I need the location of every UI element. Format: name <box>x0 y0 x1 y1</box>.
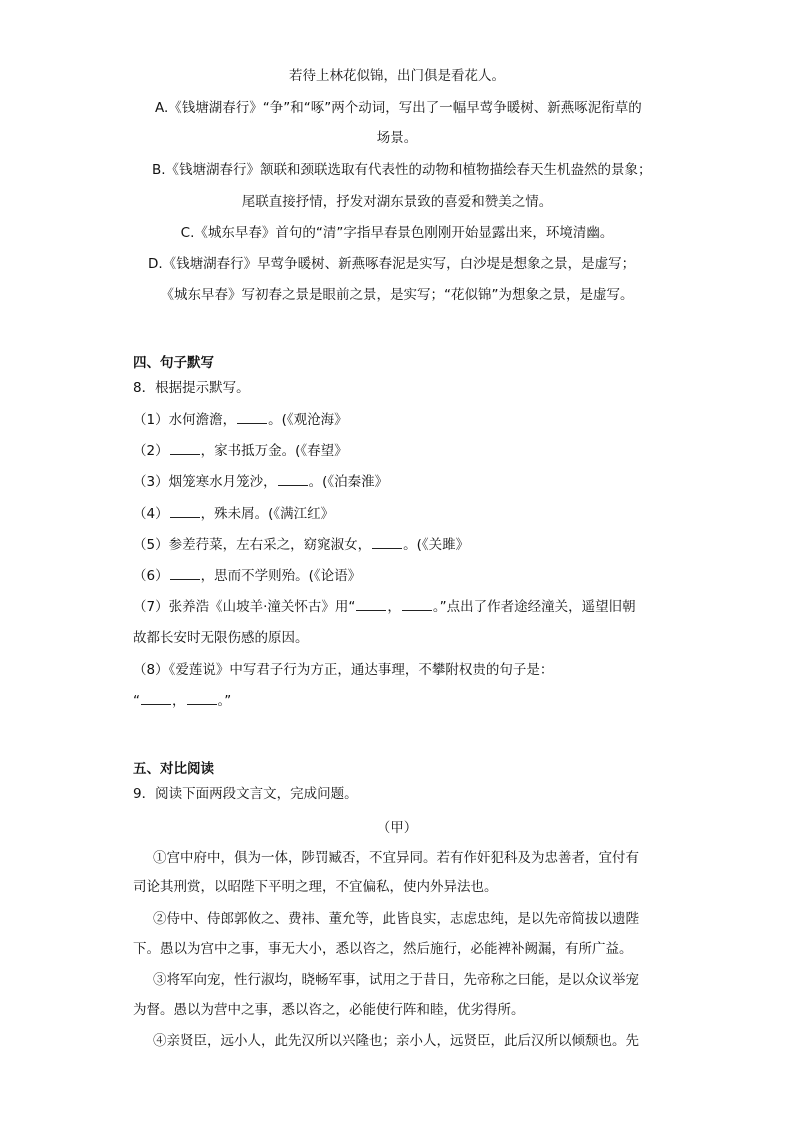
option-b-line2: 尾联直接抒情，抒发对湖东景致的喜爱和赞美之情。 <box>241 194 553 210</box>
fill-item-3-pre: （3）烟笼寒水月笼沙， <box>133 474 277 490</box>
passage-jia-label: （甲） <box>376 820 418 836</box>
passage-line: 司论其刑赏，以昭陛下平明之理，不宜偏私，使内外异法也。 <box>133 879 498 895</box>
answer-blank[interactable] <box>170 505 200 518</box>
fill-item-8-line2 <box>133 691 231 711</box>
section5-heading: 五、对比阅读 <box>133 761 214 777</box>
option-a-line1: A.《钱塘湖春行》“争”和“啄”两个动词，写出了一幅早莺争暖树、新燕啄泥衔草的 <box>155 100 642 116</box>
fill-item-1 <box>133 410 348 430</box>
fill-item-5-pre: （5）参差荇菜，左右采之，窈窕淑女， <box>133 537 372 553</box>
passage-line: ②侍中、侍郎郭攸之、费祎、董允等，此皆良实，志虑忠纯，是以先帝简拔以遗陛 <box>153 911 639 927</box>
passage-line: ①宫中府中，俱为一体，陟罚臧否，不宜异同。若有作奸犯科及为忠善者，宜付有 <box>153 850 639 866</box>
answer-blank[interactable] <box>170 442 200 455</box>
answer-blank[interactable] <box>237 411 267 424</box>
fill-item-4-pre: （4） <box>133 506 169 522</box>
question8-prompt: 8．根据提示默写。 <box>133 380 250 396</box>
fill-item-8-line1: （8）《爱莲说》中写君子行为方正，通达事理，不攀附权贵的句子是： <box>133 662 554 678</box>
option-c-line: C.《城东早春》首句的“清”字指早春景色刚刚开始显露出来，环境清幽。 <box>180 225 614 241</box>
answer-blank[interactable] <box>170 567 200 580</box>
answer-blank[interactable] <box>278 473 308 486</box>
fill-item-5-post: 。(《关雎》 <box>403 537 470 553</box>
fill-item-5 <box>133 535 469 555</box>
option-b-line1: B.《钱塘湖春行》颔联和颈联选取有代表性的动物和植物描绘春天生机盎然的景象； <box>152 162 652 178</box>
fill-item-4-post: ，殊未屑。(《满江红》 <box>200 506 335 522</box>
passage-line: 下。愚以为宫中之事，事无大小，悉以咨之，然后施行，必能裨补阙漏，有所广益。 <box>133 941 633 957</box>
fill-item-2-pre: （2） <box>133 443 169 459</box>
fill-item-6-pre: （6） <box>133 568 169 584</box>
question9-prompt: 9．阅读下面两段文言文，完成问题。 <box>133 786 358 802</box>
passage-line: ④亲贤臣，远小人，此先汉所以兴隆也；亲小人，远贤臣，此后汉所以倾颓也。先 <box>153 1033 639 1049</box>
fill-item-6 <box>133 566 361 586</box>
fill-item-1-pre: （1）水何澹澹， <box>133 412 237 428</box>
passage-line: 为督。愚以为营中之事，悉以咨之，必能使行阵和睦，优劣得所。 <box>133 1002 525 1018</box>
poem-tail-line: 若待上林花似锦，出门俱是看花人。 <box>289 68 505 84</box>
fill-item-2 <box>133 441 348 461</box>
answer-blank[interactable] <box>372 536 402 549</box>
option-d-line1: D.《钱塘湖春行》早莺争暖树、新燕啄春泥是实写，白沙堤是想象之景，是虚写； <box>148 256 636 272</box>
fill-item-7-line2: 故都长安时无限伤感的原因。 <box>133 630 309 646</box>
fill-item-8-pre: “ <box>133 693 140 709</box>
fill-item-6-post: ，思而不学则殆。(《论语》 <box>200 568 362 584</box>
fill-item-8-post: 。” <box>217 693 232 709</box>
fill-item-7-mid: ， <box>387 599 401 615</box>
passage-line: ③将军向宠，性行淑均，晓畅军事，试用之于昔日，先帝称之曰能，是以众议举宠 <box>153 972 639 988</box>
section4-heading: 四、句子默写 <box>133 355 214 371</box>
fill-item-8-mid: ， <box>172 693 186 709</box>
answer-blank[interactable] <box>402 598 432 611</box>
fill-item-7-line1 <box>133 597 636 617</box>
option-d-line2: 《城东早春》写初春之景是眼前之景，是实写；“花似锦”为想象之景，是虚写。 <box>160 287 634 303</box>
answer-blank[interactable] <box>356 598 386 611</box>
fill-item-7-pre: （7）张养浩《山坡羊·潼关怀古》用“ <box>133 599 356 615</box>
option-a-line2: 场景。 <box>376 130 418 146</box>
fill-item-7-post: 。”点出了作者途经潼关，遥望旧朝 <box>432 599 636 615</box>
answer-blank[interactable] <box>187 692 217 705</box>
fill-item-3-post: 。(《泊秦淮》 <box>308 474 389 490</box>
fill-item-1-post: 。(《观沧海》 <box>268 412 348 428</box>
answer-blank[interactable] <box>141 692 171 705</box>
fill-item-2-post: ，家书抵万金。(《春望》 <box>200 443 348 459</box>
fill-item-3 <box>133 472 388 492</box>
fill-item-4 <box>133 504 334 524</box>
